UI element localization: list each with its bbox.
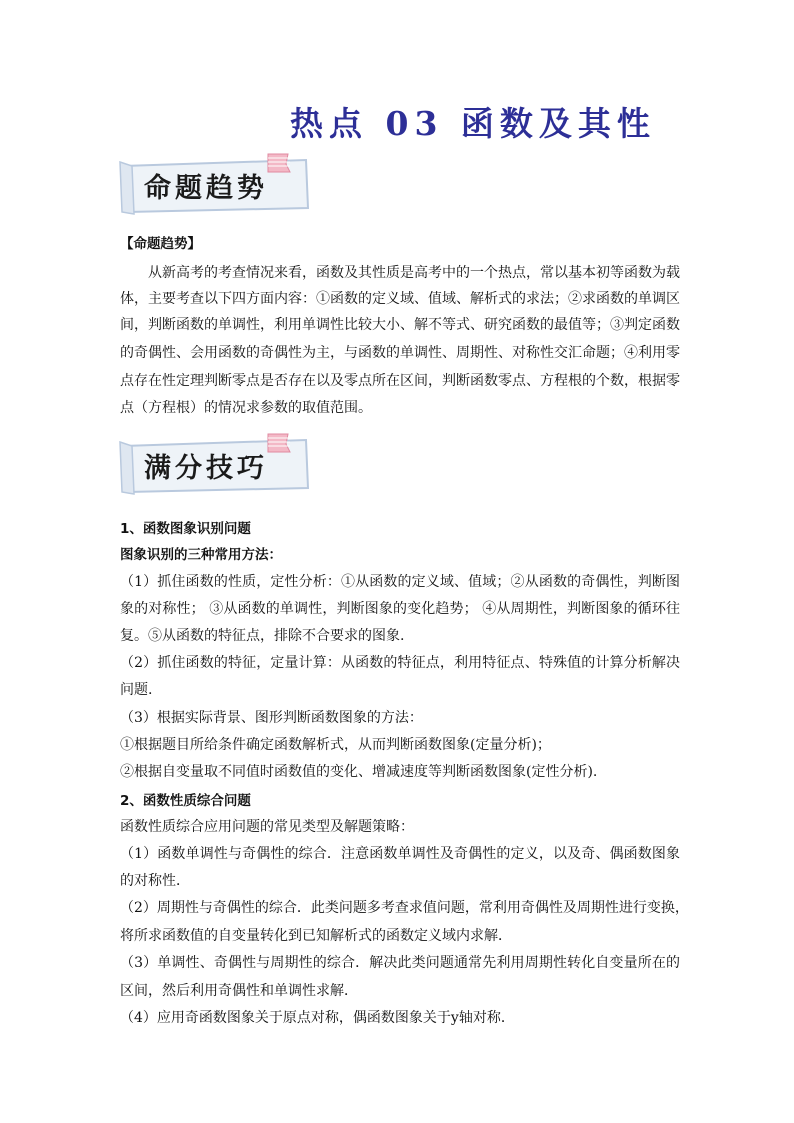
tips-line: （4）应用奇函数图象关于原点对称，偶函数图象关于y轴对称． (120, 1010, 515, 1026)
tips-line: 复。⑤从函数的特征点，排除不合要求的图象. (120, 628, 405, 644)
banner-tips-label: 满分技巧 (144, 453, 268, 484)
tips-line: （1）函数单调性与奇偶性的综合．注意函数单调性及奇偶性的定义，以及奇、偶函数图象 (120, 846, 680, 862)
tips-subheading: 图象识别的三种常用方法： (120, 547, 282, 563)
tips-line: （1）抓住函数的性质，定性分析：①从函数的定义域、值域；②从函数的奇偶性，判断图 (120, 574, 680, 590)
trend-line: 点存在性定理判断零点是否存在以及零点所在区间，判断函数零点、方程根的个数，根据零 (120, 373, 680, 389)
tips-line: 将所求函数值的自变量转化到已知解析式的函数定义域内求解． (120, 928, 512, 944)
tips-line: （2）周期性与奇偶性的综合．此类问题多考查求值问题，常利用奇偶性及周期性进行变换， (120, 900, 689, 916)
section-banner-trend (118, 152, 314, 218)
tips-heading: 1、函数图象识别问题 (120, 521, 251, 537)
tips-line: 区间，然后利用奇偶性和单调性求解． (120, 983, 358, 999)
tips-line: （3）单调性、奇偶性与周期性的综合．解决此类问题通常先利用周期性转化自变量所在的 (120, 955, 680, 971)
trend-line: 点（方程根）的情况求参数的取值范围。 (120, 400, 372, 416)
banner-trend-label: 命题趋势 (144, 173, 268, 204)
trend-line: 从新高考的考查情况来看，函数及其性质是高考中的一个热点，常以基本初等函数为载 (148, 265, 680, 281)
trend-label: 【命题趋势】 (120, 236, 201, 252)
tips-line: 象的对称性； ③从函数的单调性，判断图象的变化趋势； ④从周期性，判断图象的循环往 (120, 601, 680, 617)
tips-line: 问题. (120, 682, 153, 698)
tips-line: （3）根据实际背景、图形判断函数图象的方法： (120, 710, 423, 726)
page-title: 热点 03 函数及其性 (290, 104, 656, 143)
tips-heading: 2、函数性质综合问题 (120, 793, 251, 809)
tips-line: 的对称性． (120, 873, 190, 889)
trend-line: 体，主要考查以下四方面内容：①函数的定义域、值域、解析式的求法；②求函数的单调区 (120, 291, 680, 307)
trend-line: 间，判断函数的单调性，利用单调性比较大小、解不等式、研究函数的最值等；③判定函数 (120, 317, 680, 333)
tips-line: ②根据自变量取不同值时函数值的变化、增减速度等判断函数图象(定性分析). (120, 764, 598, 780)
trend-line: 的奇偶性、会用函数的奇偶性为主，与函数的单调性、周期性、对称性交汇命题；④利用零 (120, 345, 680, 361)
tips-line: （2）抓住函数的特征，定量计算：从函数的特征点，利用特征点、特殊值的计算分析解决 (120, 655, 680, 671)
tips-subheading: 函数性质综合应用问题的常见类型及解题策略： (120, 819, 414, 835)
tips-line: ①根据题目所给条件确定函数解析式，从而判断函数图象(定量分析)； (120, 737, 551, 753)
section-banner-tips (118, 432, 314, 498)
